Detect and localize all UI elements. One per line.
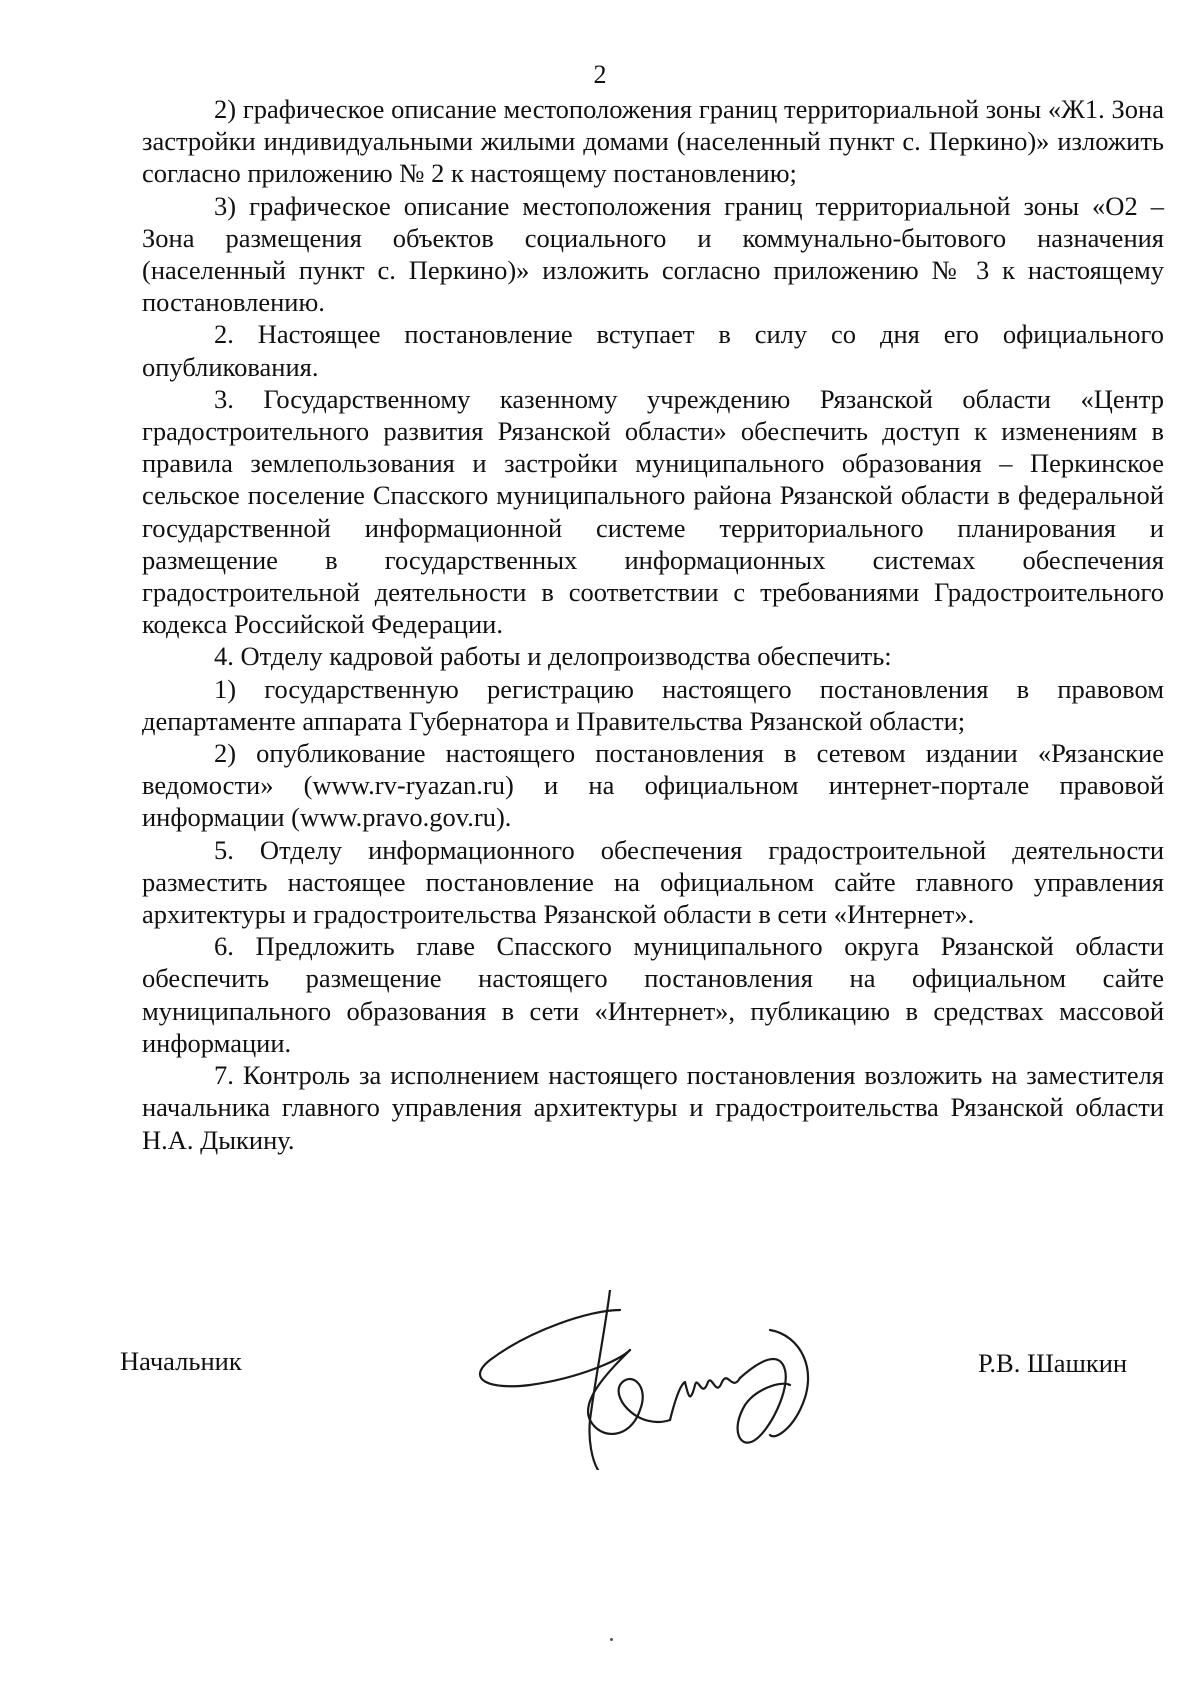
document-body: [142, 93, 1164, 1156]
signatory-name: Р.В. Шашкин: [978, 1348, 1128, 1378]
paragraph-4-1-registration: 1) государственную регистрацию настоящего постановления в правовом департаменте аппарата Губернатора и Правительства Рязанской области;: [142, 673, 1164, 736]
paragraph-4-hr-department: 4. Отделу кадровой работы и делопроизводства обеспечить:: [214, 641, 892, 672]
paragraph-4-2-publication: 2) опубликование настоящего постановления в сетевом издании «Рязанские ведомости» (www.rv-ryazan.ru) и на официальном интернет-портале правовой информации (www.pravo.gov.ru).: [142, 738, 1164, 833]
paragraph-7-control: 7. Контроль за исполнением настоящего постановления возложить на заместителя начальника главного управления архитектуры и градостроительства Рязанской области Н.А. Дыкину.: [142, 1060, 1164, 1155]
paragraph-2-3-graphic-description-o2: 3) графическое описание местоположения границ территориальной зоны «О2 – Зона размещения объектов социального и коммунально-бытового назначения (населенный пункт с. Перкино)» изложить согласно приложению № 3 к настоящему постановлению.: [142, 190, 1164, 318]
page-number: 2: [593, 60, 607, 89]
paragraph-5-website-posting: 5. Отделу информационного обеспечения градостроительной деятельности разместить настоящее постановление на официальном сайте главного управления архитектуры и градостроительства Рязанской области в сети «Интернет».: [142, 834, 1164, 930]
paragraph-3-access-fgis: 3. Государственному казенному учреждению Рязанской области «Центр градостроительного развития Рязанской области» обеспечить доступ к изменениям в правила землепользования и застройки муниципального образования – Перкинское сельское поселение Спасского муниципального района Рязанской области в федеральной государственной информационной системе территориального планирования и размещение в государственных информационных системах обеспечения градостроительной деятельности в соответствии с требованиями Градостроительного кодекса Российской Федерации.: [142, 383, 1164, 640]
scan-speck: [610, 1638, 613, 1641]
paragraph-2-effective-date: 2. Настоящее постановление вступает в силу со дня его официального опубликования.: [142, 319, 1164, 382]
paragraph-2-1-graphic-description-zh1: 2) графическое описание местоположения границ территориальной зоны «Ж1. Зона застройки индивидуальными жилыми домами (населенный пункт с. Перкино)» изложить согласно приложению № 2 к настоящему постановлению;: [142, 94, 1164, 189]
signature-block: [0, 1345, 1200, 1495]
signatory-title: Начальник: [120, 1346, 242, 1376]
paragraph-6-municipal-posting: 6. Предложить главе Спасского муниципального округа Рязанской области обеспечить размещение настоящего постановления на официальном сайте муниципального образования в сети «Интернет», публикацию в средствах массовой информации.: [142, 931, 1164, 1058]
